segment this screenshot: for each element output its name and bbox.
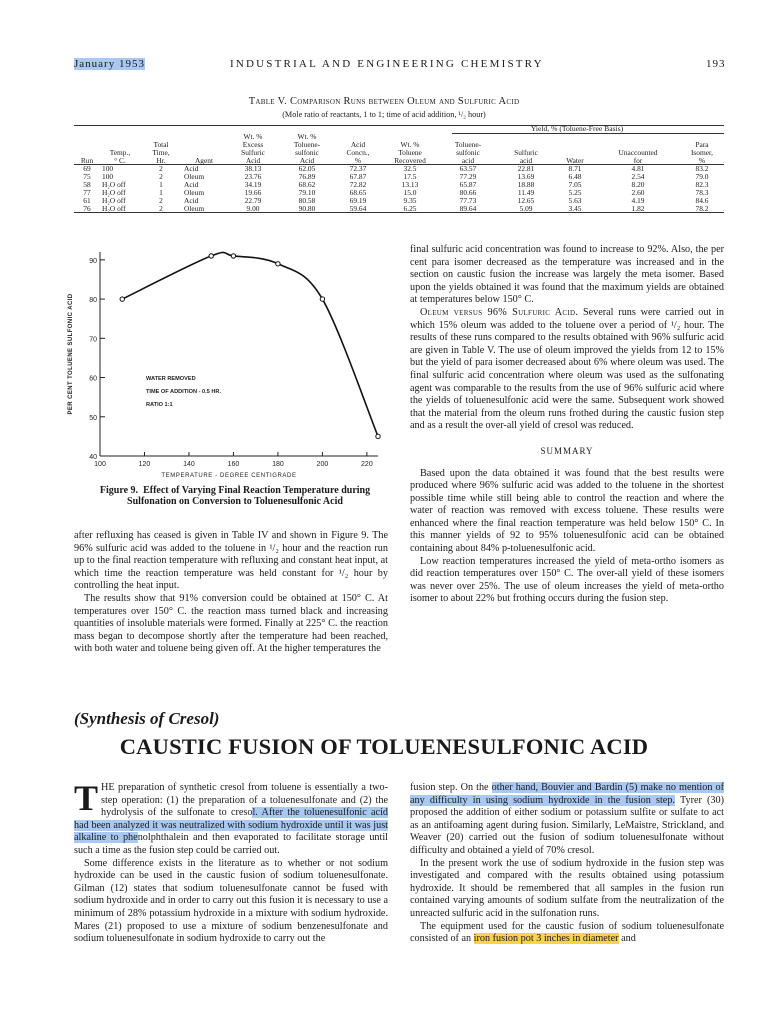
table-cell: 63.57 (459, 164, 477, 173)
table-cell: 68.62 (298, 180, 316, 189)
column-header: Acid Concn., % (346, 140, 370, 165)
highlighted-text: l. After the toluenesulfonic acid had been analyzed it was neutralized with sodium hydroxide until it was just alkaline to phe (74, 807, 388, 844)
paragraph: fusion step. On the other hand, Bouvier and Bardin (5) make no mention of any difficulty in using sodium hydroxide in the fusion step. Tyrer (30) proposed the addition of either sodium or potassium sulfite or sulfate to act as an antifoaming agent during fusion. Similarly, LeMaistre, Strickland, and Weaver (20) carried out the fusion of sodium toluenesulfonate without difficulty and obtained a yield of 70% cresol. (410, 782, 725, 856)
table-cell: 5.63 (568, 196, 582, 205)
highlighted-text: iron fusion pot 3 inches in diameter (473, 933, 619, 945)
y-tick-label: 40 (89, 454, 97, 461)
figure-caption-text: Effect of Varying Final Reaction Temperature during Sulfonation on Conversion to Toluenesulfonic Acid (127, 485, 371, 507)
chart-annotation: RATIO 1:1 (146, 402, 173, 408)
table-cell: 67.87 (349, 172, 367, 181)
table-cell: 9.35 (403, 196, 417, 205)
table-header (74, 133, 724, 165)
table-cell: 17.5 (403, 172, 417, 181)
table-cell: 65.87 (459, 180, 477, 189)
paragraph: In the present work the use of sodium hydroxide in the fusion step was investigated and compared with the results obtained using potassium hydroxide. It should be remembered that all samples in the fusion run contained varying amounts of sodium sulfate from the neutralization of the unreacted sulfuric acid in the sulfonation runs. (410, 857, 724, 919)
table-cell: 90.80 (298, 204, 316, 213)
table-cell: 13.13 (401, 180, 419, 189)
table-cell: 1 (159, 188, 163, 197)
figure-9-chart (60, 238, 400, 490)
table-cell: 82.3 (695, 180, 709, 189)
table-cell: 4.81 (631, 164, 645, 173)
table-row (74, 189, 724, 197)
paragraph: Some difference exists in the literature as to whether or not sodium hydroxide can be used in the caustic fusion of sodium toluenesulfonate. Gilman (12) states that sodium toluenesulfonate cannot be fused with sodium hydroxide and in order to carry out this fusion it is necessary to use a minimum of 28% potassium hydroxide in a mixture with sodium hydroxide. Mares (21) proposed to use a mixture of sodium benzenesulfonate and sodium toluenesulfonate in sodium hydroxide to carry out the (74, 857, 388, 945)
column-header: Water (566, 156, 584, 165)
y-tick-label: 50 (89, 414, 97, 422)
paragraph: THE preparation of synthetic cresol from toluene is essentially a two-step operation: (1) the preparation of a toluenesulfonate and (2) the hydrolysis of the sulfonate to cresol. After the toluenesulfonic acid had been analyzed it was neutralized with sodium hydroxide until it was just alkaline to phenolphthalein and then evaporated to facilitate storage until such a time as the fusion step could be carried out. (74, 778, 388, 856)
table-cell: 78.3 (695, 188, 709, 197)
chart-annotation: WATER REMOVED (146, 376, 196, 382)
paragraph: Oleum versus 96% Sulfuric Acid. Several runs were carried out in which 15% oleum was added to the toluene over a period of ¹/₂ hour. The results of these runs compared to the results obtained with 96% sulfuric acid are given in Table V. The use of oleum improved the yields from 12 to 15% but the yield of para isomer decreased about 6% where oleum was used. The final sulfuric acid concentration where oleum was used as the sulfonating agent was comparable to the results from the use of 96% sulfuric acid where the yields of toluenesulfonic acid were the same. Subsequent work showed that the material from the oleum runs frothed during the caustic fusion step and as a result the over-all yield of cresol was reduced. (410, 306, 725, 432)
x-tick-label: 200 (316, 461, 329, 468)
y-tick-label: 80 (89, 297, 97, 305)
table-cell: 84.6 (695, 196, 709, 205)
table-cell: 5.25 (568, 188, 582, 197)
table-cell: 11.49 (517, 188, 535, 197)
figure-caption (74, 485, 396, 507)
table-cell: 76.89 (298, 172, 316, 181)
table-cell: 75 (83, 172, 91, 181)
table-cell: 18.88 (517, 180, 535, 189)
x-tick-label: 180 (272, 461, 284, 468)
table-cell: 1.82 (631, 204, 645, 213)
yield-group-header: Yield, % (Toluene-Free Basis) (530, 124, 624, 133)
table-cell: 100 (102, 164, 114, 173)
table-cell: 2 (159, 204, 163, 213)
table-cell: 2 (159, 196, 163, 205)
table-cell: 77.73 (459, 196, 477, 205)
figure-label: Figure 9. (99, 485, 139, 496)
highlighted-text: other hand, Bouvier and Bardin (5) make no mention of any difficulty in using sodium hydroxide in the fusion step. (410, 782, 724, 806)
table-cell: 72.82 (349, 180, 367, 189)
table-subtitle: (Mole ratio of reactants, 1 to 1; time of acid addition, ¹/₂ hour) (282, 110, 486, 119)
paragraph: The equipment used for the caustic fusion of sodium toluenesulfonate consisted of an iron fusion pot 3 inches in diameter and (410, 920, 724, 945)
table-cell: Oleum (184, 172, 205, 181)
table-row (74, 181, 724, 189)
table-cell: 38.13 (244, 164, 262, 173)
x-tick-label: 220 (361, 461, 373, 468)
x-tick-label: 160 (227, 461, 240, 468)
column-header: Agent (194, 156, 214, 165)
table-cell: 59.64 (349, 204, 367, 213)
column-header: Para Isomer, % (690, 140, 714, 165)
table-cell: H₂O off (102, 196, 126, 205)
column-header: Toluene- sulfonic acid (454, 140, 482, 165)
drop-cap: T (74, 778, 99, 818)
paragraph: final sulfuric acid concentration was found to increase to 92%. Also, the per cent para isomer decreased as the temperature was increased and in the section on caustic fusion the increase was largely the meta isomer. Based upon the yields obtained it was found that the maximum yields are obtained at temperatures below 150° C. (410, 244, 724, 306)
table-cell: 32.5 (403, 164, 417, 173)
table-cell: 7.05 (568, 180, 582, 189)
series-line (122, 252, 378, 436)
comparison-table (74, 133, 724, 213)
page-number: 193 (706, 58, 726, 70)
table-cell: 80.58 (298, 196, 316, 205)
paragraph: Based upon the data obtained it was found that the best results were produced where 96% sulfuric acid was added to the toluene in the shortest possible time while still being able to control the reaction and where the water of reaction was removed with excess toluene. These results were enhanced where the final reaction temperature was held below 150° C. In this manner yields of 92 to 95% toluenesulfonic acid can be obtained containing about 84% p-toluenesulfonic acid. (410, 467, 724, 555)
column-header: Sulfuric acid (514, 148, 538, 165)
data-point (209, 254, 213, 258)
column-header: Wt. % Excess Sulfuric Acid (241, 132, 265, 165)
table-cell: 79.0 (695, 172, 709, 181)
table-cell: 8.20 (631, 180, 645, 189)
table-cell: 61 (83, 196, 91, 205)
table-cell: 3.45 (568, 204, 582, 213)
table-cell: 12.65 (517, 196, 535, 205)
section-subtitle: (Synthesis of Cresol) (74, 709, 220, 728)
table-cell: 69.19 (349, 196, 367, 205)
table-cell: 76 (83, 204, 91, 213)
right-column (410, 244, 724, 606)
paragraph: Low reaction temperatures increased the yield of meta-ortho isomers as did reaction temperatures over 150° C. The over-all yield of these isomers was never over 25%. The use of oleum increases the yield of meta-ortho isomer to about 22% but frothing occurs during the fusion step. (410, 555, 724, 605)
x-tick-label: 120 (138, 461, 151, 468)
section-title: CAUSTIC FUSION OF TOLUENESULFONIC ACID (119, 734, 649, 759)
left-column (74, 530, 388, 656)
data-point (120, 297, 124, 301)
column-header: Temp., ° C. (109, 148, 131, 165)
y-tick-label: 70 (89, 336, 97, 344)
table-cell: Oleum (184, 188, 205, 197)
table-cell: Acid (184, 196, 199, 205)
table-cell: 22.79 (244, 196, 262, 205)
table-cell: 83.2 (695, 164, 709, 173)
table-row (74, 197, 724, 205)
table-row (74, 173, 724, 181)
x-axis-label: TEMPERATURE - DEGREE CENTIGRADE (161, 473, 297, 479)
table-cell: 69 (83, 164, 91, 173)
table-cell: 62.05 (298, 164, 316, 173)
table-cell: 78.2 (695, 204, 709, 213)
table-cell: 2 (159, 164, 163, 173)
x-tick-label: 140 (183, 461, 195, 468)
table-cell: 77 (83, 188, 91, 197)
table-cell: 9.00 (246, 204, 260, 213)
column-header: Wt. % Toluene- sulfonic Acid (293, 132, 321, 165)
table-cell: 34.19 (244, 180, 262, 189)
header-date: January 1953 (74, 58, 145, 70)
column-header: Wt. % Toluene Recovered (394, 140, 426, 165)
y-axis-label: PER CENT TOLUENE SULFONIC ACID (68, 293, 74, 415)
paragraph: after refluxing has ceased is given in Table IV and shown in Figure 9. The 96% sulfuric acid was added to the toluene in ¹/₂ hour and the reaction run up to the final reaction temperature with refluxing and constant heat input, at which time the reaction temperature was held constant for ¹/₂ hour by controlling the heat input. (74, 530, 388, 592)
table-row (74, 165, 724, 173)
column-header: Run (80, 156, 94, 165)
data-point (276, 262, 280, 266)
table-cell: 2.54 (631, 172, 645, 181)
table-header-rule (74, 164, 724, 165)
table-cell: H₂O off (102, 204, 126, 213)
table-cell: 8.71 (568, 164, 582, 173)
table-cell: 79.10 (298, 188, 316, 197)
table-cell: Acid (184, 180, 199, 189)
y-tick-label: 90 (89, 257, 97, 265)
bottom-left-column (74, 778, 388, 946)
data-point (376, 434, 380, 438)
paragraph: The results show that 91% conversion could be obtained at 150° C. At temperatures over 150° C. the reaction mass turned black and increasing quantities of insoluble materials were formed. Finally at 225° C. the reaction mass began to decompose shortly after the temperature had been reached, with both water and toluene being given off. At the higher temperatures the (74, 592, 388, 655)
table-cell: 77.29 (459, 172, 477, 181)
bottom-right-column (410, 782, 724, 946)
chart-annotation: TIME OF ADDITION - 0.5 HR. (146, 389, 221, 395)
table-cell: 6.25 (403, 204, 417, 213)
y-tick-label: 60 (89, 375, 97, 383)
table-cell: 58 (83, 180, 91, 189)
column-header: Unaccounted for (618, 148, 658, 165)
table-cell: 1 (159, 180, 163, 189)
run-in-heading: Oleum versus 96% Sulfuric Acid. (420, 306, 579, 318)
table-cell: 23.76 (244, 172, 262, 181)
table-cell: H₂O off (102, 188, 126, 197)
table-cell: 2 (159, 172, 163, 181)
table-cell: 6.48 (568, 172, 582, 181)
table-title: Table V. Comparison Runs between Oleum and Sulfuric Acid (248, 96, 520, 107)
table-cell: H₂O off (102, 180, 126, 189)
table-cell: 80.66 (459, 188, 477, 197)
table-cell: 68.65 (349, 188, 367, 197)
x-tick-label: 100 (94, 461, 106, 468)
table-cell: 13.69 (517, 172, 535, 181)
data-point (320, 297, 324, 301)
table-cell: Oleum (184, 204, 205, 213)
table-cell: 72.37 (349, 164, 367, 173)
table-cell: 19.66 (244, 188, 262, 197)
table-body (74, 165, 724, 213)
table-cell: 22.81 (517, 164, 535, 173)
table-bottom-rule (74, 212, 724, 213)
column-header: Total Time, Hr. (152, 140, 170, 165)
table-cell: 4.19 (631, 196, 645, 205)
data-point (231, 254, 235, 258)
table-cell: Acid (184, 164, 199, 173)
table-cell: 89.64 (459, 204, 477, 213)
table-cell: 100 (102, 172, 114, 181)
table-cell: 5.09 (519, 204, 533, 213)
summary-heading: SUMMARY (540, 445, 594, 456)
journal-title: INDUSTRIAL AND ENGINEERING CHEMISTRY (230, 58, 544, 70)
table-cell: 2.60 (631, 188, 645, 197)
table-cell: 15.0 (403, 188, 417, 197)
